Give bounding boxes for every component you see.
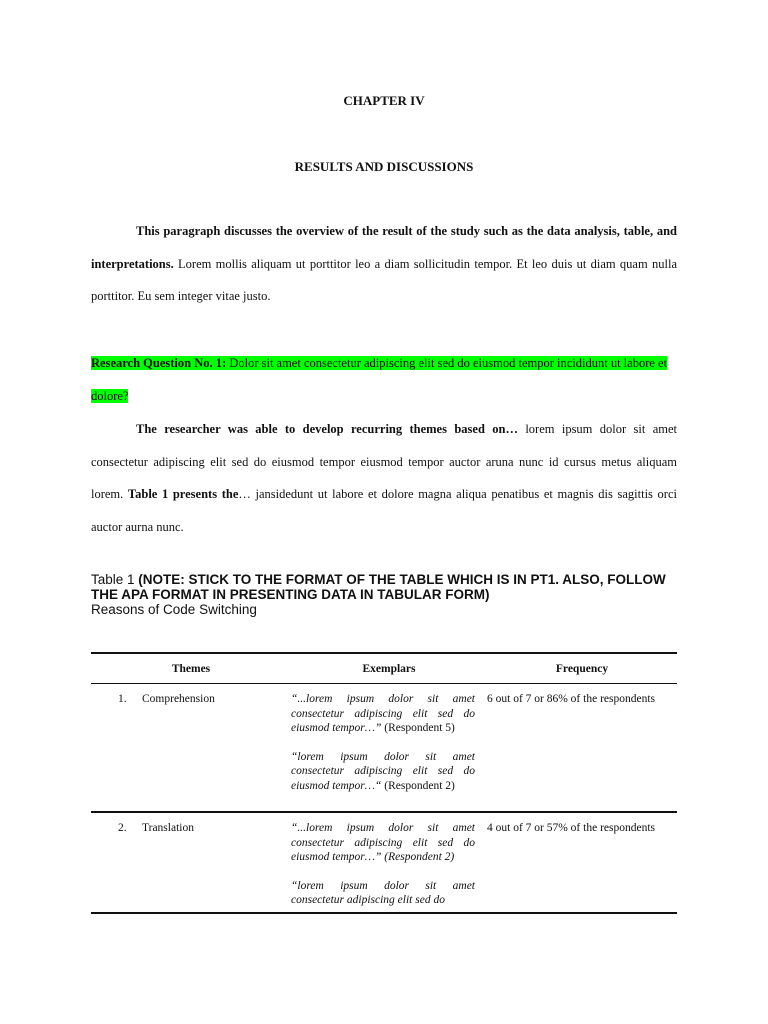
intro-paragraph	[91, 215, 677, 313]
discussion-text-1: lorem ipsum dolor sit amet consectetur adipiscing elit sed do eiusmod tempor eiusmod tempor auctor aruna nunc id cursus metus aliquam lorem.	[91, 422, 677, 501]
exemplars-cell	[291, 812, 487, 913]
header-frequency: Frequency	[487, 653, 677, 684]
theme-name: Translation	[142, 822, 194, 834]
research-question-text: Dolor sit amet consectetur adipiscing elit sed do eiusmod tempor incididunt ut labore et dolore?	[91, 356, 668, 403]
exemplar-quote: “...lorem ipsum dolor sit amet consectetur adipiscing elit sed do eiusmod tempor…”	[291, 693, 475, 734]
exemplar-source: (Respondent 2)	[381, 779, 455, 792]
exemplar-quote: “lorem ipsum dolor sit amet consectetur adipiscing elit sed do	[291, 879, 475, 906]
theme-name: Comprehension	[142, 693, 215, 705]
intro-body-text: Lorem mollis aliquam ut porttitor leo a diam sollicitudin tempor. Et leo duis ut diam quam nulla porttitor. Eu sem integer vitae justo.	[91, 256, 677, 303]
header-exemplars: Exemplars	[291, 653, 487, 684]
table-row	[91, 684, 677, 813]
section-title: RESULTS AND DISCUSSIONS	[294, 159, 474, 174]
frequency-cell: 6 out of 7 or 86% of the respondents	[487, 684, 677, 813]
intro-bold-text: This paragraph discusses the overview of the result of the study such as the data analysis, table, and interpretations.	[91, 224, 677, 271]
table-caption	[91, 572, 677, 617]
exemplar-source: (Respondent 5)	[381, 722, 455, 734]
row-number: 2.	[118, 822, 127, 834]
exemplar-quote: “lorem ipsum dolor sit amet consectetur adipiscing elit sed do eiusmod tempor…“	[291, 750, 475, 792]
table-label: Table 1	[91, 572, 139, 587]
theme-cell	[91, 812, 291, 913]
table-note: (NOTE: STICK TO THE FORMAT OF THE TABLE WHICH IS IN PT1. ALSO, FOLLOW THE APA FORMAT IN PRESENTING DATA IN TABULAR FORM)	[91, 572, 666, 602]
header-themes: Themes	[91, 653, 291, 684]
discussion-text-2: … jansidedunt ut labore et dolore magna aliqua penatibus et magnis dis sagittis orci auctor aurna nunc.	[91, 487, 677, 534]
discussion-paragraph	[91, 413, 677, 543]
exemplar	[291, 879, 475, 908]
table-header-row	[91, 653, 677, 684]
exemplars-cell	[291, 684, 487, 813]
chapter-heading: CHAPTER IV	[343, 93, 425, 108]
exemplar	[291, 692, 475, 736]
discussion-bold-2: Table 1 presents the	[127, 487, 239, 501]
table-title: Reasons of Code Switching	[91, 602, 257, 617]
research-question	[91, 347, 677, 412]
exemplar	[291, 821, 475, 865]
research-question-label: Research Question No. 1:	[91, 356, 227, 370]
results-table	[91, 652, 677, 914]
row-number: 1.	[118, 693, 127, 705]
exemplar-quote: “...lorem ipsum dolor sit amet consectetur adipiscing elit sed do eiusmod tempor…” (Respondent 2)	[291, 822, 475, 863]
theme-cell	[91, 684, 291, 813]
frequency-cell: 4 out of 7 or 57% of the respondents	[487, 812, 677, 913]
discussion-bold-1: The researcher was able to develop recurring themes based on…	[136, 422, 518, 436]
table-row	[91, 812, 677, 913]
exemplar	[291, 750, 475, 794]
